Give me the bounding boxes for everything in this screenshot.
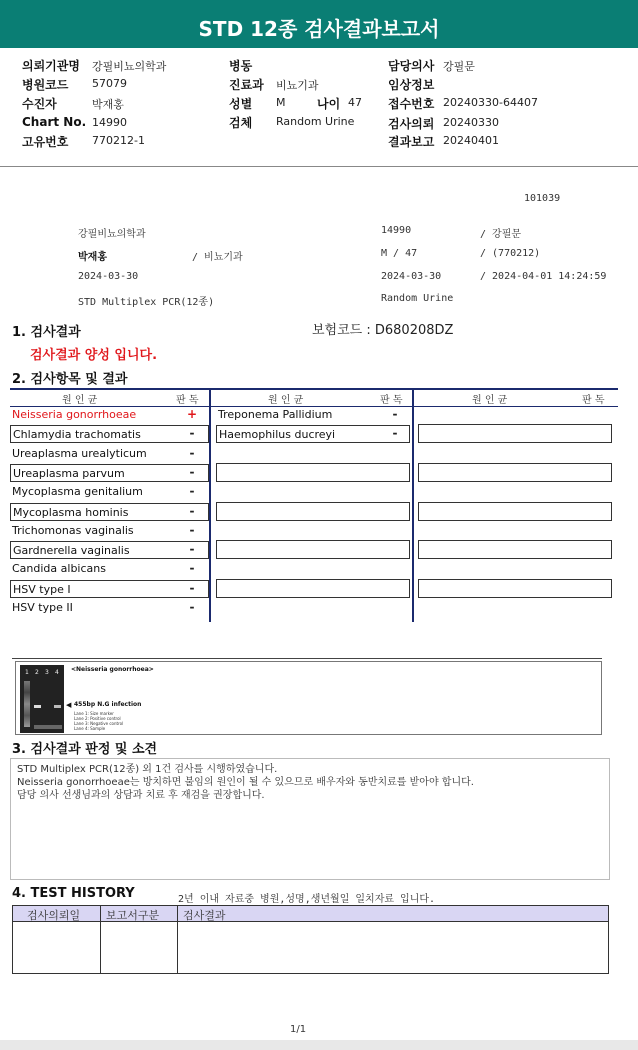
- report-patient: 박재홍: [78, 252, 107, 263]
- finding-line: STD Multiplex PCR(12종) 외 1건 검사를 시행하였습니다.: [17, 764, 278, 775]
- result-negative: -: [392, 407, 398, 421]
- results-table-header: [10, 388, 618, 407]
- label-specimen: 검체: [229, 116, 253, 130]
- report-test-name: STD Multiplex PCR(12종): [78, 297, 215, 308]
- col-pathogen-3: 원 인 균: [472, 395, 508, 406]
- label-chart-no: Chart No.: [22, 115, 87, 129]
- result-row: [10, 503, 209, 521]
- label-ward: 병동: [229, 59, 253, 73]
- empty-result-box: [418, 579, 612, 598]
- empty-result-box: [216, 579, 410, 598]
- gel-legend-line: Lane 1: Size marker: [74, 711, 114, 716]
- result-negative: -: [189, 464, 195, 479]
- result-row: [10, 599, 209, 617]
- gel-legend-line: Lane 4: Sample: [74, 726, 106, 731]
- result-row: [10, 560, 209, 578]
- result-row: [10, 445, 209, 463]
- result-negative: -: [189, 542, 195, 557]
- gel-arrow-icon: ◀: [66, 701, 72, 709]
- label-clinic: 의뢰기관명: [22, 59, 80, 73]
- col-result-1: 판 독: [176, 395, 199, 406]
- pathogen-name: Mycoplasma genitalium: [12, 485, 143, 499]
- report-date1: 2024-03-30: [78, 271, 139, 282]
- value-request-date: 20240330: [443, 116, 499, 129]
- gel-band-sample: [54, 705, 61, 708]
- result-negative: -: [189, 600, 195, 614]
- insurance-code: 보험코드 : D680208DZ: [312, 323, 454, 338]
- gel-image-panel: [15, 661, 602, 735]
- gel-legend-line: Lane 3: Negative control: [74, 721, 124, 726]
- result-negative: -: [189, 445, 195, 460]
- label-receipt-no: 접수번호: [388, 97, 435, 111]
- col-result-3: 판 독: [582, 395, 605, 406]
- gel-lane-2: 2: [35, 669, 39, 676]
- pathogen-name: Chlamydia trachomatis: [13, 428, 141, 442]
- value-age: 47: [348, 96, 362, 109]
- history-col-report-type: 보고서구분: [106, 909, 160, 922]
- history-col-divider: [177, 906, 178, 921]
- positive-result-text: 검사결과 양성 입니다.: [30, 348, 158, 363]
- gel-lane-1: 1: [25, 669, 29, 676]
- report-specimen: Random Urine: [381, 293, 454, 304]
- pathogen-name: Gardnerella vaginalis: [13, 544, 130, 558]
- result-negative: -: [189, 580, 195, 595]
- label-hospital-code: 병원코드: [22, 78, 69, 92]
- pathogen-name: Ureaplasma urealyticum: [12, 446, 147, 460]
- label-unique-no: 고유번호: [22, 135, 69, 149]
- result-negative: -: [189, 426, 195, 441]
- gel-legend: [74, 711, 123, 731]
- history-col-result: 검사결과: [183, 909, 226, 922]
- report-sex-age: M / 47: [381, 248, 418, 259]
- pathogen-name: Trichomonas vaginalis: [12, 523, 134, 537]
- report-time: / 2024-04-01 14:24:59: [480, 271, 607, 282]
- empty-result-box: [418, 463, 612, 482]
- result-negative: -: [189, 522, 195, 537]
- finding-line: Neisseria gonorrhoeae는 방치하면 불임의 원인이 될 수 있으므로 배우자와 동반치료를 받아야 합니다.: [17, 777, 474, 788]
- empty-result-box: [216, 540, 410, 559]
- value-department: 비뇨기과: [276, 79, 319, 92]
- result-negative: -: [189, 561, 195, 576]
- history-col-divider: [177, 922, 178, 973]
- pathogen-name: Haemophilus ducreyi: [219, 428, 336, 442]
- label-age: 나이: [317, 97, 341, 111]
- history-col-request-date: 검사의뢰일: [27, 909, 81, 922]
- value-doctor: 강필문: [443, 60, 475, 73]
- gel-legend-line: Lane 2: Positive control: [74, 716, 121, 721]
- result-row: [10, 522, 209, 540]
- history-col-divider: [100, 906, 101, 921]
- report-date2: 2024-03-30: [381, 271, 442, 282]
- result-row: [216, 406, 410, 424]
- empty-result-box: [418, 502, 612, 521]
- report-code: 101039: [524, 193, 561, 204]
- gel-title: <Neisseria gonorrhoea>: [71, 666, 154, 673]
- value-report-date: 20240401: [443, 134, 499, 147]
- report-title-banner: [0, 0, 638, 48]
- page-number: 1/1: [290, 1024, 307, 1035]
- value-unique-no: 770212-1: [92, 134, 145, 147]
- report-doctor: / 강필문: [480, 229, 522, 240]
- report-title: STD 12종 검사결과보고서: [198, 17, 440, 41]
- section2-title: 2. 검사항목 및 결과: [12, 372, 128, 387]
- findings-box: [10, 758, 610, 880]
- pathogen-name: Candida albicans: [12, 562, 106, 576]
- result-row: [10, 541, 209, 559]
- empty-result-box: [418, 540, 612, 559]
- result-row: [10, 580, 209, 598]
- label-report-date: 결과보고: [388, 135, 435, 149]
- col-pathogen-1: 원 인 균: [62, 395, 98, 406]
- gel-photo: [20, 665, 64, 733]
- history-note: 2년 이내 자료중 병원,성명,생년월일 일치자료 입니다.: [178, 894, 436, 905]
- bottom-bar: [0, 1040, 638, 1050]
- history-table-header: [12, 905, 609, 922]
- result-negative: -: [392, 426, 398, 441]
- finding-line: 담당 의사 선생님과의 상담과 치료 후 재검을 권장합니다.: [17, 790, 265, 801]
- label-department: 진료과: [229, 78, 264, 92]
- result-row: [216, 425, 410, 443]
- gel-lane-4: 4: [55, 669, 59, 676]
- value-chart-no: 14990: [92, 116, 127, 129]
- result-row: [10, 425, 209, 443]
- result-negative: -: [189, 503, 195, 518]
- value-sex: M: [276, 96, 286, 109]
- gel-ladder: [24, 681, 30, 727]
- pathogen-name: Treponema Pallidium: [218, 408, 333, 421]
- section4-title: 4. TEST HISTORY: [12, 886, 135, 901]
- col-result-2: 판 독: [380, 395, 403, 406]
- history-table-body: [12, 922, 609, 974]
- label-patient: 수진자: [22, 97, 57, 111]
- pathogen-name: HSV type I: [13, 582, 71, 596]
- column-divider-2: [412, 388, 414, 622]
- result-positive: +: [186, 407, 198, 421]
- label-clinical-info: 임상정보: [388, 78, 435, 92]
- pathogen-name: Mycoplasma hominis: [13, 505, 129, 519]
- report-chart: 14990: [381, 225, 412, 236]
- gel-primer-dimer: [34, 725, 62, 729]
- empty-result-box: [418, 424, 612, 443]
- pathogen-name: HSV type II: [12, 601, 73, 614]
- report-clinic: 강필비뇨의학과: [78, 229, 146, 240]
- result-row: [10, 483, 209, 501]
- report-birth: / (770212): [480, 248, 541, 259]
- value-receipt-no: 20240330-64407: [443, 96, 538, 109]
- value-hospital-code: 57079: [92, 77, 127, 90]
- col-pathogen-2: 원 인 균: [268, 395, 304, 406]
- gel-band-label: 455bp N.G infection: [74, 701, 142, 708]
- pathogen-name: Ureaplasma parvum: [13, 466, 125, 480]
- section3-title: 3. 검사결과 판정 및 소견: [12, 742, 158, 757]
- label-sex: 성별: [229, 97, 253, 111]
- value-clinic: 강필비뇨의학과: [92, 60, 167, 73]
- result-row: [10, 464, 209, 482]
- header-divider: [0, 166, 638, 167]
- value-patient: 박재홍: [92, 98, 124, 111]
- header-info: [0, 48, 638, 166]
- result-row: [10, 406, 209, 424]
- report-dept: / 비뇨기과: [192, 252, 243, 263]
- pathogen-name: Neisseria gonorrhoeae: [12, 408, 137, 421]
- column-divider-1: [209, 388, 211, 622]
- value-specimen: Random Urine: [276, 115, 355, 128]
- label-doctor: 담당의사: [388, 59, 435, 73]
- history-col-divider: [100, 922, 101, 973]
- empty-result-box: [216, 463, 410, 482]
- section1-title: 1. 검사결과: [12, 325, 81, 340]
- label-request-date: 검사의뢰: [388, 117, 435, 131]
- gel-band-positive: [34, 705, 41, 708]
- gel-lane-3: 3: [45, 669, 49, 676]
- empty-result-box: [216, 502, 410, 521]
- result-negative: -: [189, 484, 195, 499]
